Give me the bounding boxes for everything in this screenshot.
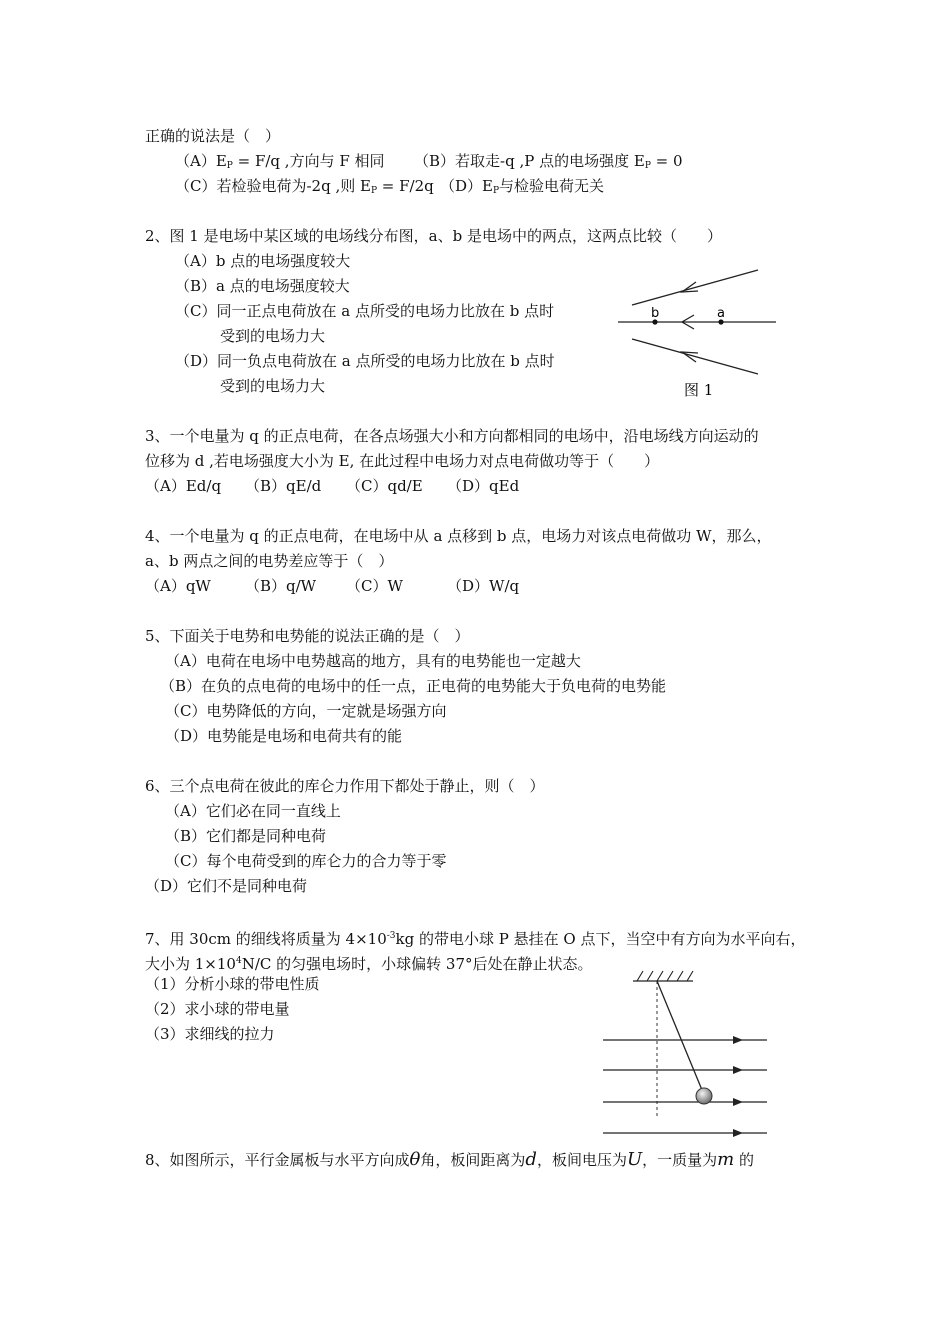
q3-line1: 3、一个电量为 q 的正点电荷，在各点场强大小和方向都相同的电场中，沿电场线方向运动的	[145, 427, 759, 445]
q3-option-d: （D）qEd	[447, 477, 520, 495]
q1-a-pre: （A）E	[175, 152, 227, 170]
q1-d-post: 与检验电荷无关	[499, 177, 605, 195]
q1-option-b	[414, 151, 683, 176]
q1-b-pre: （B）若取走-q ,P 点的电场强度 E	[414, 152, 645, 170]
q7-l1-sup: -3	[386, 931, 396, 941]
q7-line2	[145, 951, 592, 974]
q8-m: m	[717, 1149, 735, 1170]
q2-option-d-line2: 受到的电场力大	[220, 377, 326, 395]
q1-option-c	[175, 176, 434, 201]
q6-option-a: （A）它们必在同一直线上	[165, 802, 341, 820]
q2-option-a: （A）b 点的电场强度较大	[175, 252, 351, 270]
q8-theta: θ	[409, 1149, 421, 1170]
q1-c-post: = F/2q	[377, 177, 434, 195]
q5-option-b: （B）在负的点电荷的电场中的任一点，正电荷的电势能大于负电荷的电势能	[160, 677, 667, 695]
q6-option-c: （C）每个电荷受到的库仑力的合力等于零	[165, 852, 447, 870]
q1-c-pre: （C）若检验电荷为-2q ,则 E	[175, 177, 371, 195]
q2-option-d-line1: （D）同一负点电荷放在 a 点所受的电场力比放在 b 点时	[175, 352, 555, 370]
q2-option-b: （B）a 点的电场强度较大	[175, 277, 350, 295]
q1-stem: 正确的说法是（ ）	[145, 127, 281, 145]
q8-line1	[145, 1150, 754, 1170]
ceiling-hatch	[637, 971, 693, 981]
q6-option-d: （D）它们不是同种电荷	[145, 877, 308, 895]
point-b-label: b	[651, 306, 660, 321]
q1-a-post: = F/q ,方向与 F 相同	[232, 152, 385, 170]
q6-option-b: （B）它们都是同种电荷	[165, 827, 327, 845]
q4-option-a: （A）qW	[145, 577, 211, 595]
q1-d-sub: P	[492, 186, 500, 196]
q7-l2-pre: 大小为 1×10	[145, 955, 236, 973]
q1-c-sub: P	[370, 186, 378, 196]
q2-option-c-line1: （C）同一正点电荷放在 a 点所受的电场力比放在 b 点时	[175, 302, 555, 320]
q2-stem: 2、图 1 是电场中某区域的电场线分布图，a、b 是电场中的两点，这两点比较（ ）	[145, 227, 722, 245]
q4-line2: a、b 两点之间的电势差应等于（ ）	[145, 552, 394, 570]
q1-b-sub: P	[644, 161, 651, 171]
q7-part-2: （2）求小球的带电量	[145, 1000, 290, 1018]
q5-option-d: （D）电势能是电场和电荷共有的能	[165, 727, 403, 745]
q7-l2-post: N/C 的匀强电场时，小球偏转 37°后处在静止状态。	[241, 955, 593, 973]
q3-option-b: （B）qE/d	[245, 477, 322, 495]
q8-t5: 的	[734, 1151, 754, 1169]
pendulum-string	[657, 981, 702, 1090]
q7-line1	[145, 926, 805, 949]
figure-1-field-lines	[600, 260, 790, 410]
q7-l2-sup: 4	[235, 956, 242, 966]
q4-option-d: （D）W/q	[447, 577, 520, 595]
q7-part-1: （1）分析小球的带电性质	[145, 975, 320, 993]
q1-b-post: = 0	[650, 152, 683, 170]
q4-option-b: （B）q/W	[245, 577, 317, 595]
q7-part-3: （3）求细线的拉力	[145, 1025, 275, 1043]
q4-option-c: （C）W	[346, 577, 403, 595]
q5-option-a: （A）电荷在电场中电势越高的地方，具有的电势能也一定越大	[165, 652, 581, 670]
point-a-label: a	[717, 306, 725, 321]
q3-option-a: （A）Ed/q	[145, 477, 222, 495]
figure-pendulum-field	[595, 965, 775, 1145]
q1-option-d	[440, 176, 604, 201]
q7-l1-pre: 7、用 30cm 的细线将质量为 4×10	[145, 930, 387, 948]
q1-option-a	[175, 151, 385, 176]
q8-t1: 8、如图所示，平行金属板与水平方向成	[145, 1151, 410, 1169]
q5-option-c: （C）电势降低的方向，一定就是场强方向	[165, 702, 447, 720]
q1-a-sub: P	[226, 161, 233, 171]
q8-d: d	[525, 1149, 537, 1170]
field-lines	[603, 1040, 767, 1133]
q5-stem: 5、下面关于电势和电势能的说法正确的是（ ）	[145, 627, 470, 645]
q4-line1: 4、一个电量为 q 的正点电荷，在电场中从 a 点移到 b 点，电场力对该点电荷做功 W，那么，	[145, 527, 772, 545]
field-line-top	[632, 270, 758, 305]
q2-option-c-line2: 受到的电场力大	[220, 327, 326, 345]
q8-u: U	[626, 1149, 643, 1170]
q3-line2: 位移为 d ,若电场强度大小为 E, 在此过程中电场力对点电荷做功等于（ ）	[145, 452, 660, 470]
q8-t4: ，一质量为	[642, 1151, 718, 1169]
q8-t3: ，板间电压为	[536, 1151, 627, 1169]
charged-ball	[696, 1088, 712, 1104]
field-line-bottom	[632, 339, 758, 374]
q7-l1-post: kg 的带电小球 P 悬挂在 O 点下，当空中有方向为水平向右，	[395, 930, 806, 948]
field-arrowheads	[733, 1036, 743, 1137]
q6-stem: 6、三个点电荷在彼此的库仑力作用下都处于静止，则（ ）	[145, 777, 545, 795]
figure-1-label: 图 1	[684, 381, 714, 399]
q8-t2: 角，板间距离为	[420, 1151, 526, 1169]
q3-option-c: （C）qd/E	[346, 477, 423, 495]
q1-d-pre: （D）E	[440, 177, 493, 195]
